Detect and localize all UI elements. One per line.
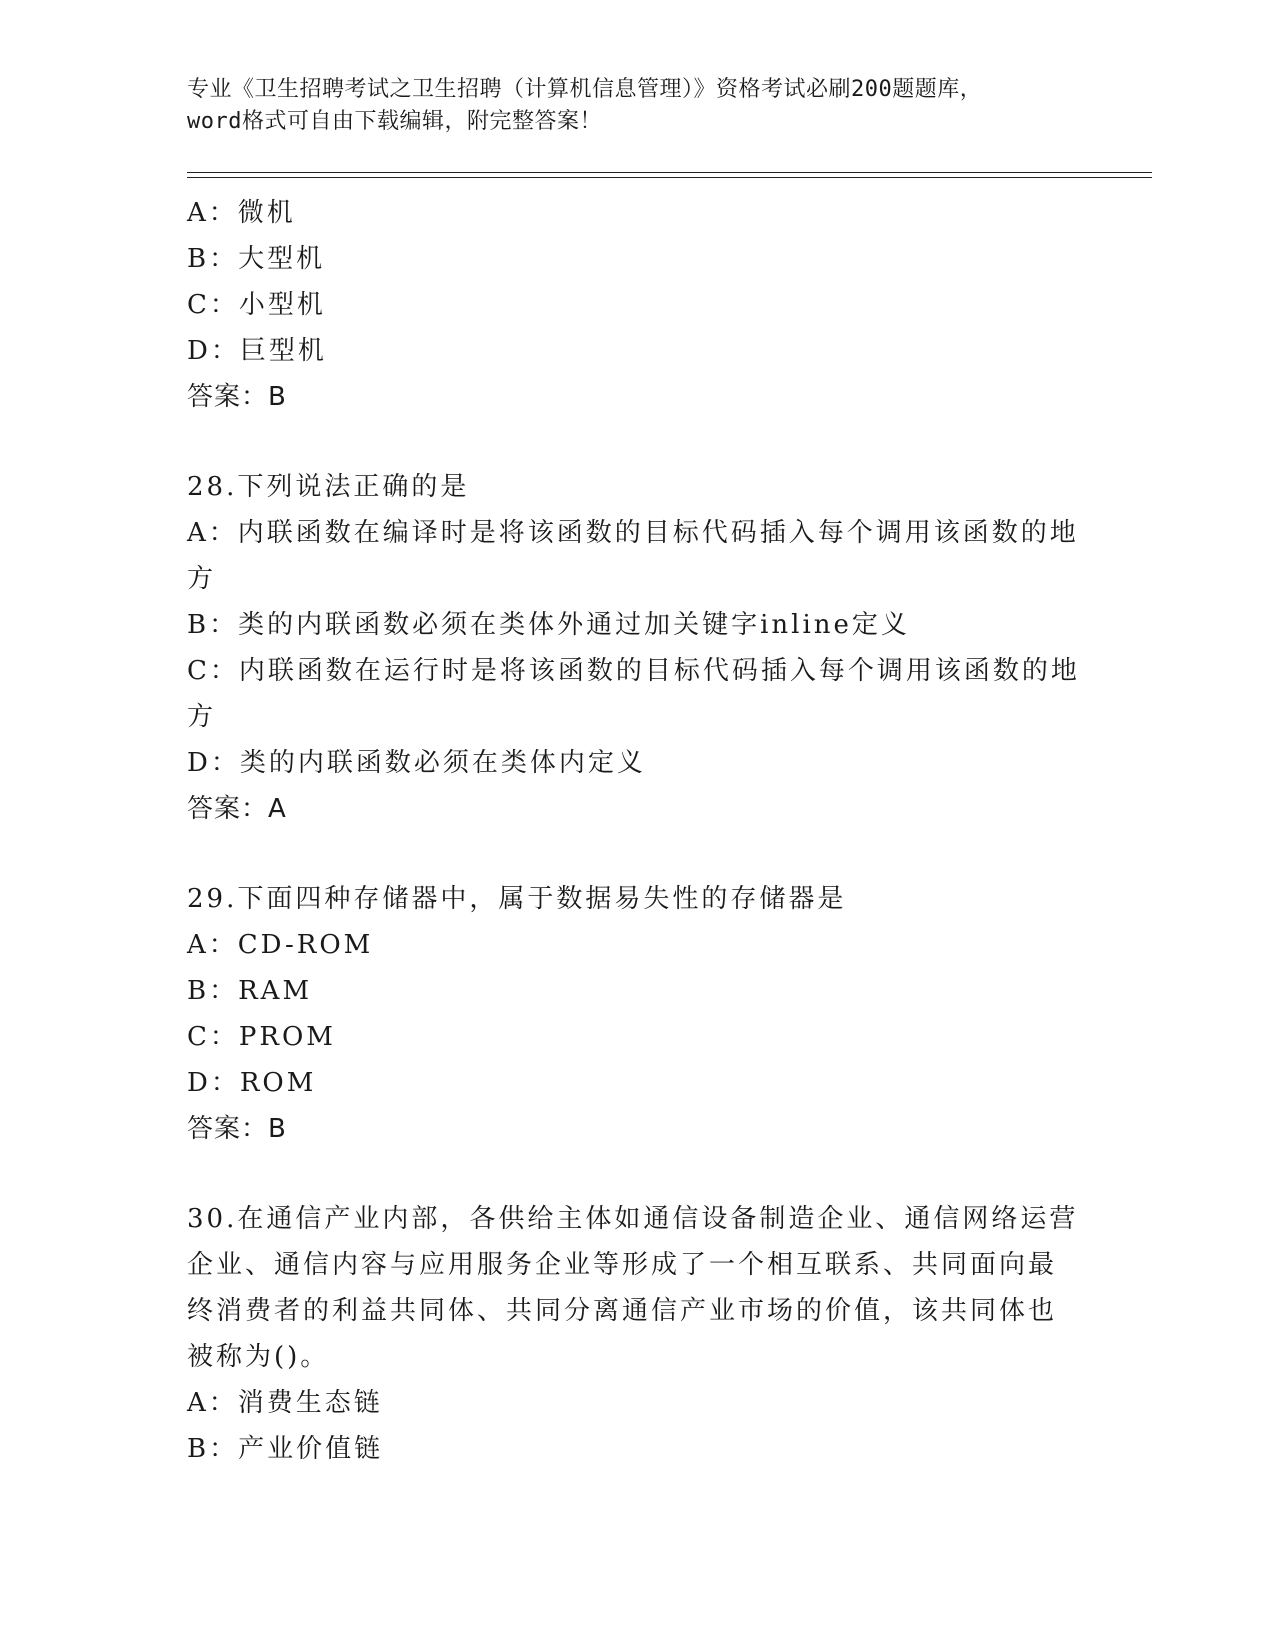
q28-option-a-line-2: 方 xyxy=(187,564,217,594)
q30-stem-line-1: 30.在通信产业内部，各供给主体如通信设备制造企业、通信网络运营 xyxy=(187,1204,1079,1234)
q28-option-c-line-1: C：内联函数在运行时是将该函数的目标代码插入每个调用该函数的地 xyxy=(187,656,1080,686)
q27-option-c: C：小型机 xyxy=(187,290,326,320)
q29-option-c: C：PROM xyxy=(187,1022,336,1052)
q30-stem-line-2: 企业、通信内容与应用服务企业等形成了一个相互联系、共同面向最 xyxy=(187,1250,1058,1280)
q28-option-b: B：类的内联函数必须在类体外通过加关键字inline定义 xyxy=(187,610,910,640)
q27-answer: 答案：B xyxy=(187,382,287,412)
q27-option-a: A：微机 xyxy=(187,198,296,228)
q28-answer: 答案：A xyxy=(187,794,287,824)
q29-answer: 答案：B xyxy=(187,1114,287,1144)
question-spacer xyxy=(187,420,1087,464)
q29-option-d: D：ROM xyxy=(187,1068,317,1098)
q29-stem: 29.下面四种存储器中，属于数据易失性的存储器是 xyxy=(187,884,847,914)
question-29-block xyxy=(187,876,1087,1152)
q28-option-d: D：类的内联函数必须在类体内定义 xyxy=(187,748,646,778)
q28-option-c-line-2: 方 xyxy=(187,702,217,732)
q28-stem: 28.下列说法正确的是 xyxy=(187,472,470,502)
document-header xyxy=(187,74,1087,138)
q29-option-b: B：RAM xyxy=(187,976,313,1006)
header-title-line-2: word格式可自由下载编辑，附完整答案！ xyxy=(187,109,602,134)
q27-option-b: B：大型机 xyxy=(187,244,326,274)
question-30-block xyxy=(187,1196,1087,1472)
header-title-line-1: 专业《卫生招聘考试之卫生招聘（计算机信息管理）》资格考试必刷200题题库， xyxy=(187,77,983,102)
header-rule-bottom xyxy=(187,177,1152,178)
q27-option-d: D：巨型机 xyxy=(187,336,327,366)
q29-option-a: A：CD-ROM xyxy=(187,930,374,960)
header-rule-top xyxy=(187,172,1152,173)
q30-option-b: B：产业价值链 xyxy=(187,1434,384,1464)
question-28-block xyxy=(187,464,1087,832)
question-spacer xyxy=(187,1152,1087,1196)
question-content xyxy=(187,190,1087,1472)
q30-option-a: A：消费生态链 xyxy=(187,1388,383,1418)
q30-stem-line-3: 终消费者的利益共同体、共同分离通信产业市场的价值，该共同体也 xyxy=(187,1296,1058,1326)
question-27-block xyxy=(187,190,1087,420)
question-spacer xyxy=(187,832,1087,876)
q28-option-a-line-1: A：内联函数在编译时是将该函数的目标代码插入每个调用该函数的地 xyxy=(187,518,1079,548)
q30-stem-line-4: 被称为()。 xyxy=(187,1342,330,1372)
